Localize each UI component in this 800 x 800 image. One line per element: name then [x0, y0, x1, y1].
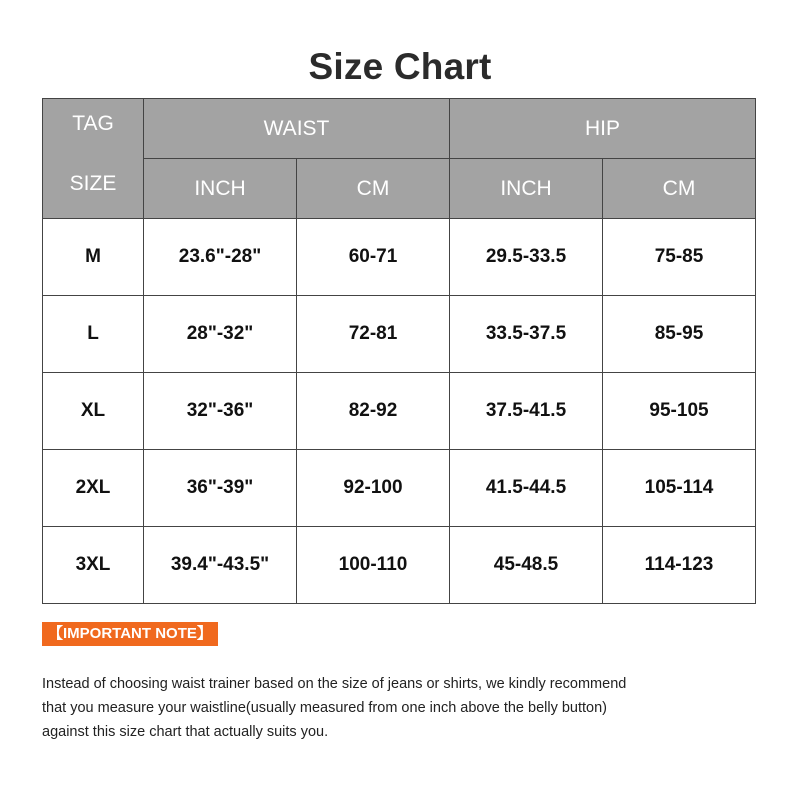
table-row — [43, 296, 756, 373]
hip-inch-cell: 37.5-41.5 — [450, 373, 603, 450]
waist-inch-cell: 28"-32" — [144, 296, 297, 373]
size-cell: L — [43, 296, 144, 373]
tag-label: TAG — [72, 112, 114, 135]
hip-group-header: HIP — [450, 99, 756, 159]
hip-cm-header: CM — [603, 159, 756, 219]
waist-cm-header: CM — [297, 159, 450, 219]
hip-inch-header: INCH — [450, 159, 603, 219]
waist-inch-cell: 36"-39" — [144, 450, 297, 527]
page-title: Size Chart — [308, 46, 492, 87]
table-row — [43, 219, 756, 296]
table-row — [43, 527, 756, 604]
waist-cm-cell: 100-110 — [297, 527, 450, 604]
important-note-badge: 【IMPORTANT NOTE】 — [42, 622, 218, 646]
table-row — [43, 373, 756, 450]
waist-group-header: WAIST — [144, 99, 450, 159]
waist-inch-header: INCH — [144, 159, 297, 219]
hip-inch-cell: 41.5-44.5 — [450, 450, 603, 527]
hip-inch-cell: 29.5-33.5 — [450, 219, 603, 296]
table-row — [43, 450, 756, 527]
hip-inch-cell: 33.5-37.5 — [450, 296, 603, 373]
hip-cm-cell: 85-95 — [603, 296, 756, 373]
waist-inch-cell: 23.6"-28" — [144, 219, 297, 296]
size-chart-table — [42, 98, 756, 604]
note-line: Instead of choosing waist trainer based on the size of jeans or shirts, we kindly recommend — [42, 676, 627, 692]
note-line: that you measure your waistline(usually measured from one inch above the belly button) — [42, 700, 607, 716]
waist-inch-cell: 39.4"-43.5" — [144, 527, 297, 604]
note-line: against this size chart that actually suits you. — [42, 724, 329, 740]
size-cell: M — [43, 219, 144, 296]
waist-cm-cell: 72-81 — [297, 296, 450, 373]
tag-size-header — [43, 99, 144, 219]
header-row-groups — [43, 99, 756, 159]
waist-cm-cell: 82-92 — [297, 373, 450, 450]
hip-inch-cell: 45-48.5 — [450, 527, 603, 604]
waist-cm-cell: 60-71 — [297, 219, 450, 296]
note-text — [42, 672, 722, 744]
waist-inch-cell: 32"-36" — [144, 373, 297, 450]
size-cell: 3XL — [43, 527, 144, 604]
size-cell: 2XL — [43, 450, 144, 527]
hip-cm-cell: 114-123 — [603, 527, 756, 604]
hip-cm-cell: 75-85 — [603, 219, 756, 296]
header-row-units — [43, 159, 756, 219]
hip-cm-cell: 95-105 — [603, 373, 756, 450]
size-label: SIZE — [69, 172, 117, 195]
waist-cm-cell: 92-100 — [297, 450, 450, 527]
size-cell: XL — [43, 373, 144, 450]
hip-cm-cell: 105-114 — [603, 450, 756, 527]
